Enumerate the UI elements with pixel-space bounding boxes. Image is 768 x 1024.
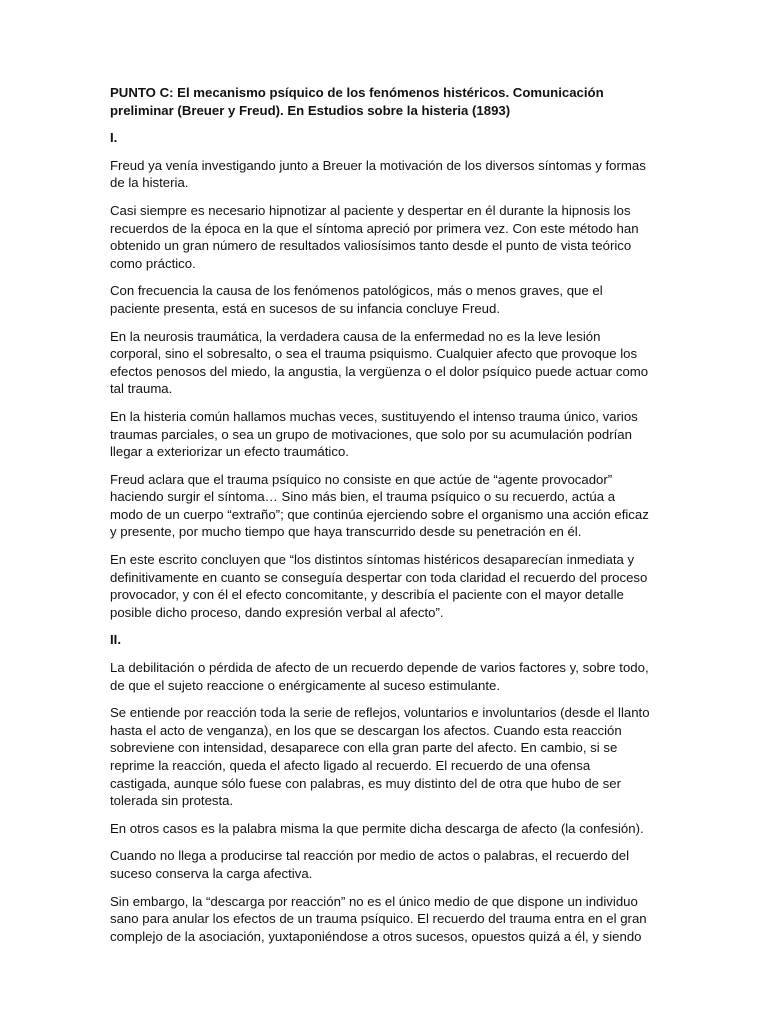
paragraph: En otros casos es la palabra misma la que permite dicha descarga de afecto (la confesión). — [110, 820, 644, 836]
document-body — [110, 84, 650, 955]
paragraph: Con frecuencia la causa de los fenómenos patológicos, más o menos graves, que el paciente presenta, está en sucesos de su infancia concluye Freud. — [110, 283, 603, 316]
paragraph: Se entiende por reacción toda la serie de reflejos, voluntarios e involuntarios (desde el llanto hasta el acto de venganza), en los que se descargan los afectos. Cuando esta reacción sobreviene con intensidad, desaparece con ella gran parte del afecto. En cambio, si se reprime la reacción, queda el afecto ligado al recuerdo. El recuerdo de una ofensa castigada, aunque sólo fuese con palabras, es muy distinto del de otra que hubo de ser tolerada sin protesta. — [110, 705, 650, 809]
paragraph: En la neurosis traumática, la verdadera causa de la enfermedad no es la leve lesión corporal, sino el sobresalto, o sea el trauma psiquismo. Cualquier afecto que provoque los efectos penosos del miedo, la angustia, la vergüenza o el dolor psíquico puede actuar como tal trauma. — [110, 328, 649, 397]
paragraph: Casi siempre es necesario hipnotizar al paciente y despertar en él durante la hipnosis los recuerdos de la época en la que el síntoma apreció por primera vez. Con este método han obtenido un gran número de resultados valiosísimos tanto desde el punto de vista teórico como práctico. — [110, 202, 639, 271]
paragraph: Cuando no llega a producirse tal reacción por medio de actos o palabras, el recuerdo del suceso conserva la carga afectiva. — [110, 848, 630, 881]
paragraph: En este escrito concluyen que “los distintos síntomas histéricos desaparecían inmediata y definitivamente en cuanto se conseguía despertar con toda claridad el recuerdo del proceso provocador, y con él el efecto concomitante, y describía el paciente con el mayor detalle posible dicho proceso, dando expresión verbal al afecto”. — [110, 552, 648, 620]
section-heading-2: II. — [110, 632, 121, 648]
document-title: PUNTO C: El mecanismo psíquico de los fenómenos histéricos. Comunicación preliminar (Breuer y Freud). En Estudios sobre la histeria (1893) — [110, 85, 604, 118]
paragraph: En la histeria común hallamos muchas veces, sustituyendo el intenso trauma único, varios traumas parciales, o sea un grupo de motivaciones, que solo por su acumulación podrían llegar a exteriorizar un efecto traumático. — [110, 408, 638, 460]
paragraph: Sin embargo, la “descarga por reacción” no es el único medio de que dispone un individuo sano para anular los efectos de un trauma psíquico. El recuerdo del trauma entra en el gran complejo de la asociación, yuxtaponiéndose a otros sucesos, opuestos quizá a él, y siendo — [110, 893, 647, 944]
paragraph: Freud aclara que el trauma psíquico no consiste en que actúe de “agente provocador” haciendo surgir el síntoma… Sino más bien, el trauma psíquico o su recuerdo, actúa a modo de un cuerpo “extraño”; que continúa ejerciendo sobre el organismo una acción eficaz y presente, por mucho tiempo que haya transcurrido desde su penetración en él. — [110, 471, 649, 540]
paragraph: Freud ya venía investigando junto a Breuer la motivación de los diversos síntomas y formas de la histeria. — [110, 157, 646, 191]
paragraph: La debilitación o pérdida de afecto de un recuerdo depende de varios factores y, sobre todo, de que el sujeto reaccione o enérgicamente al suceso estimulante. — [110, 660, 649, 693]
section-heading-1: I. — [110, 130, 118, 146]
